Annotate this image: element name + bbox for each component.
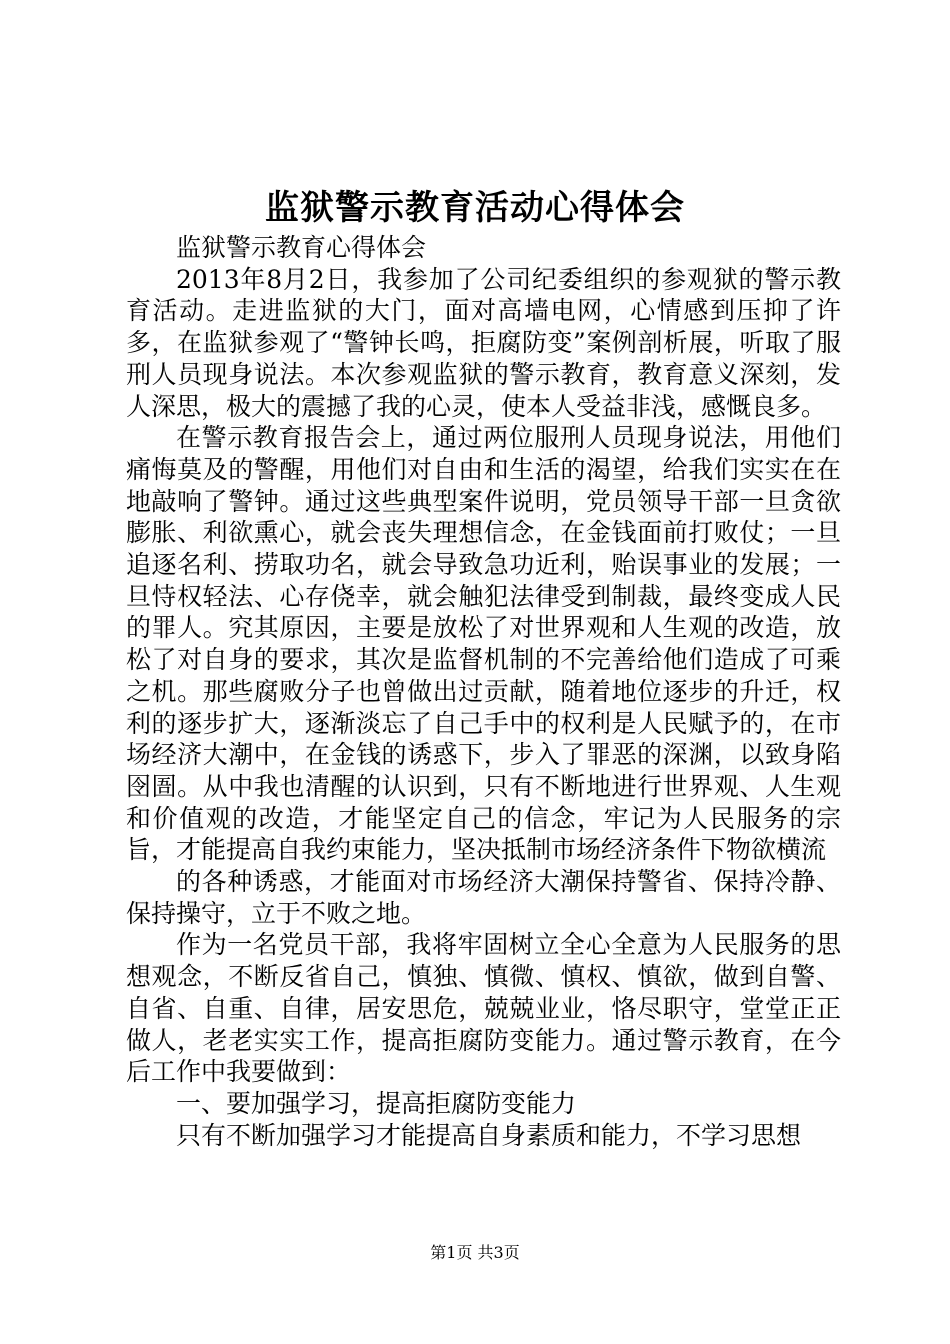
section-heading: 一、要加强学习，提高拒腐防变能力 bbox=[176, 1088, 577, 1118]
paragraph: 在警示教育报告会上，通过两位服刑人员现身说法，用他们痛悔莫及的警醒，用他们对自由和生活的渴望，给我们实实在在地敲响了警钟。通过这些典型案件说明，党员领导干部一旦贪欲膨胀、利欲熏心，就会丧失理想信念，在金钱面前打败仗；一旦追逐名利、捞取功名，就会导致急功近利，贻误事业的发展；一旦恃权轻法、心存侥幸，就会触犯法律受到制裁，最终变成人民的罪人。究其原因，主要是放松了对世界观和人生观的改造，放松了对自身的要求，其次是监督机制的不完善给他们造成了可乘之机。那些腐败分子也曾做出过贡献，随着地位逐步的升迁，权利的逐步扩大，逐渐淡忘了自己手中的权利是人民赋予的，在市场经济大潮中，在金钱的诱惑下，步入了罪恶的深渊，以致身陷囹圄。从中我也清醒的认识到，只有不断地进行世界观、人生观和价值观的改造，才能坚定自己的信念，牢记为人民服务的宗旨，才能提高自我约束能力，坚决抵制市场经济条件下物欲横流 bbox=[126, 423, 841, 865]
paragraph-subtitle: 监狱警示教育心得体会 bbox=[176, 233, 427, 262]
paragraph: 作为一名党员干部，我将牢固树立全心全意为人民服务的思想观念，不断反省自己，慎独、慎微、慎权、慎欲，做到自警、自省、自重、自律，居安思危，兢兢业业，恪尽职守，堂堂正正做人，老老实实工作，提高拒腐防变能力。通过警示教育，在今后工作中我要做到： bbox=[126, 930, 841, 1087]
paragraph: 2013年8月2日，我参加了公司纪委组织的参观狱的警示教育活动。走进监狱的大门，面对高墙电网，心情感到压抑了许多，在监狱参观了“警钟长鸣，拒腐防变”案例剖析展，听取了服刑人员现身说法。本次参观监狱的警示教育，教育意义深刻，发人深思，极大的震撼了我的心灵，使本人受益非浅，感慨良多。 bbox=[126, 264, 841, 421]
document-title: 监狱警示教育活动心得体会 bbox=[265, 188, 685, 228]
paragraph: 只有不断加强学习才能提高自身素质和能力，不学习思想 bbox=[176, 1120, 802, 1150]
page-number-footer: 第1页 共3页 bbox=[430, 1243, 520, 1262]
document-body bbox=[126, 232, 841, 1151]
paragraph: 的各种诱惑，才能面对市场经济大潮保持警省、保持冷静、保持操守，立于不败之地。 bbox=[126, 867, 841, 928]
